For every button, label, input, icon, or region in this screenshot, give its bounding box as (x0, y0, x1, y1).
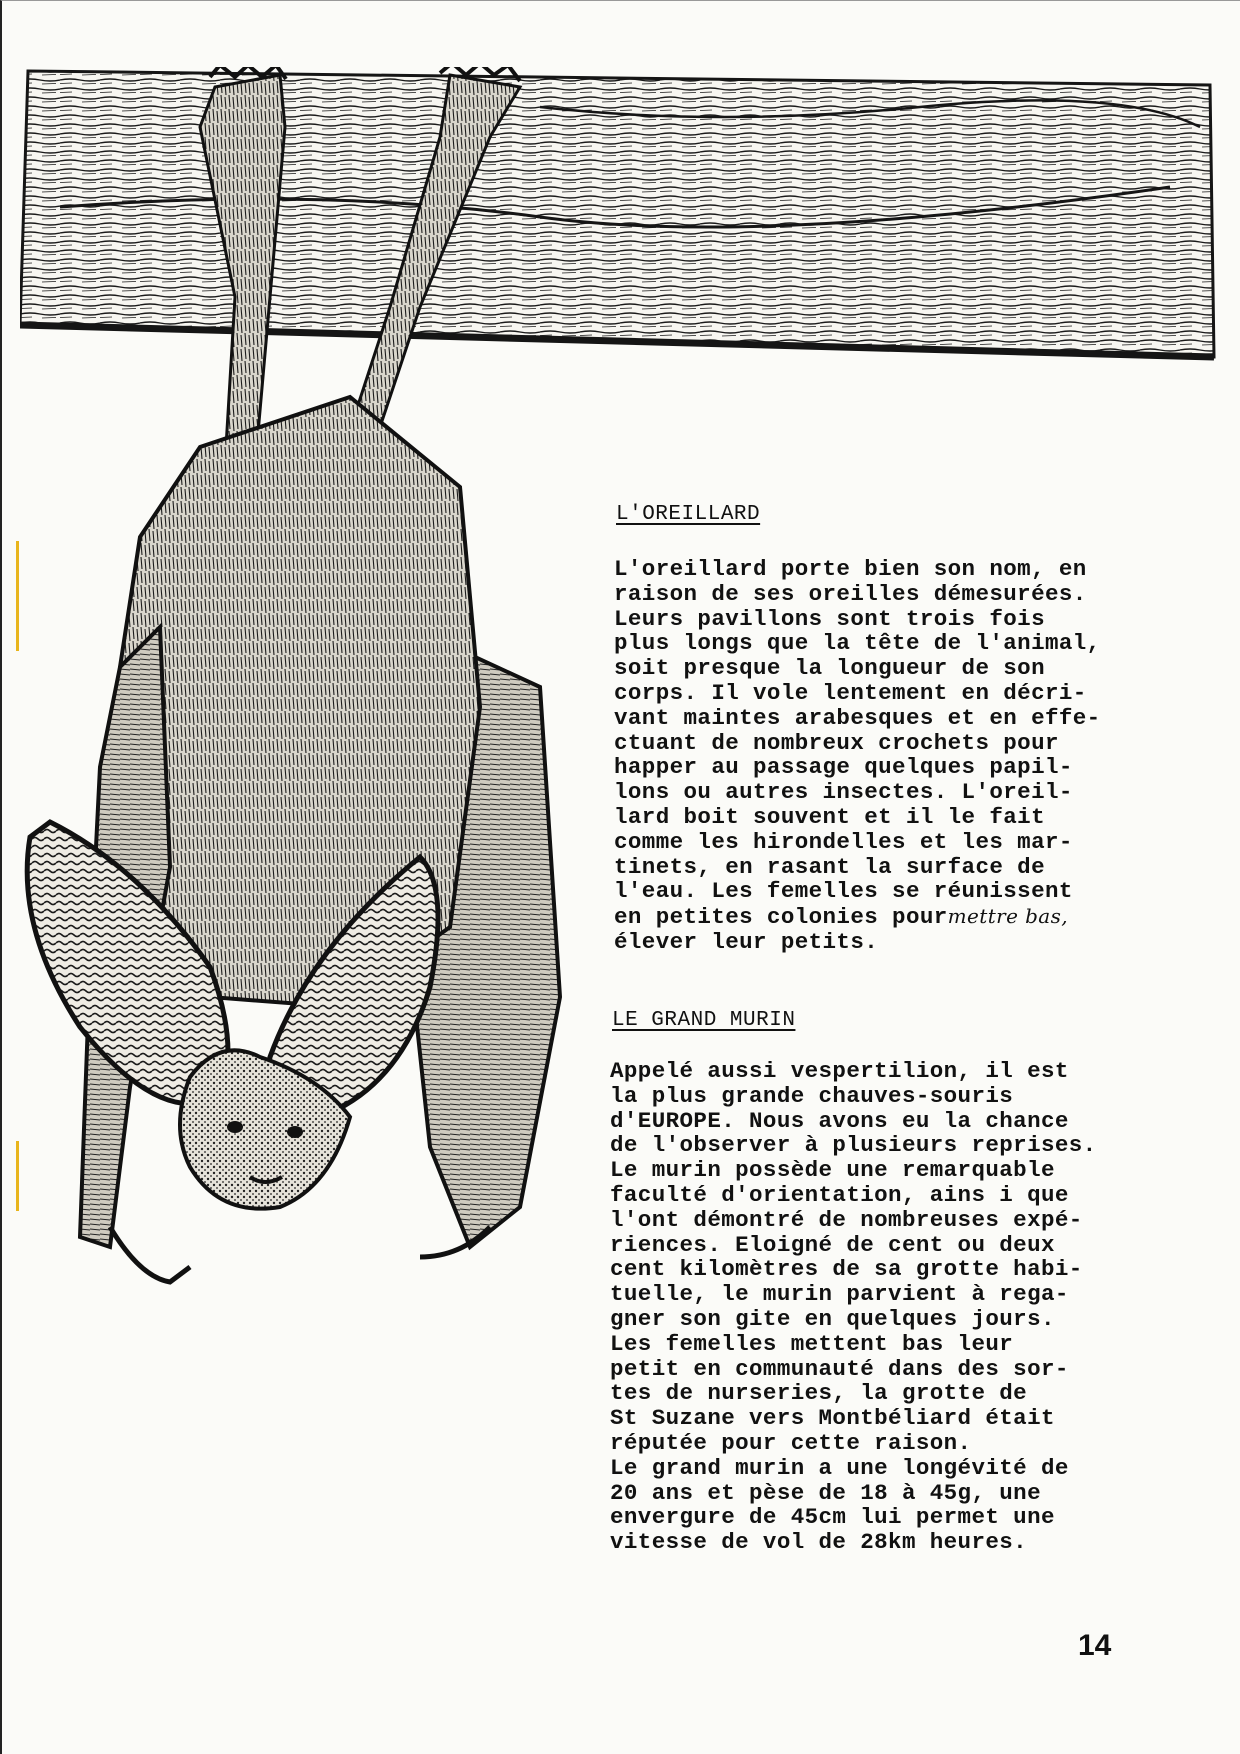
text-line: corps. Il vole lentement en décri- (614, 679, 1087, 706)
text-line: 20 ans et pèse de 18 à 45g, une (610, 1479, 1041, 1506)
text-line: ctuant de nombreux crochets pour (614, 729, 1059, 756)
text-line: soit presque la longueur de son (614, 655, 1045, 682)
margin-mark (16, 541, 19, 651)
text-line: raison de ses oreilles démesurées. (614, 580, 1087, 607)
text-line: cent kilomètres de sa grotte habi- (610, 1256, 1083, 1283)
text-line: tinets, en rasant la surface de (614, 853, 1045, 880)
text-line: gner son gite en quelques jours. (610, 1305, 1055, 1332)
margin-mark (16, 1141, 19, 1211)
text-line: petit en communauté dans des sor- (610, 1355, 1069, 1382)
text-line: élever leur petits. (614, 928, 879, 955)
text-line: comme les hirondelles et les mar- (614, 828, 1073, 855)
text-line: envergure de 45cm lui permet une (610, 1504, 1055, 1531)
text-line: d'EUROPE. Nous avons eu la chance (610, 1107, 1069, 1134)
text-line: vant maintes arabesques et en effe- (614, 704, 1101, 731)
text-line: faculté d'orientation, ains i que (610, 1181, 1069, 1208)
handwritten-insert: mettre bas, (947, 904, 1069, 929)
text-line: Leurs pavillons sont trois fois (614, 605, 1045, 632)
text-line: tes de nurseries, la grotte de (610, 1380, 1028, 1407)
text-line: réputée pour cette raison. (610, 1429, 972, 1456)
text-fragment: en petites colonies pour (614, 904, 948, 931)
text-line: Le murin possède une remarquable (610, 1157, 1055, 1184)
text-line (614, 904, 1101, 930)
text-line: lons ou autres insectes. L'oreil- (614, 779, 1073, 806)
text-line: Le grand murin a une longévité de (610, 1454, 1069, 1481)
section-text-oreillard (614, 557, 1101, 955)
text-line: de l'observer à plusieurs reprises. (610, 1132, 1097, 1159)
text-line: vitesse de vol de 28km heures. (610, 1529, 1028, 1556)
text-line: happer au passage quelques papil- (614, 754, 1073, 781)
section-heading-oreillard: L'OREILLARD (616, 503, 761, 526)
text-line: Appelé aussi vespertilion, il est (610, 1058, 1069, 1084)
text-line: plus longs que la tête de l'animal, (614, 630, 1101, 657)
section-heading-grand-murin: LE GRAND MURIN (612, 1009, 796, 1032)
text-line: tuelle, le murin parvient à rega- (610, 1281, 1069, 1308)
text-line: St Suzane vers Montbéliard était (610, 1405, 1055, 1432)
text-line: Les femelles mettent bas leur (610, 1330, 1014, 1357)
text-line: lard boit souvent et il le fait (614, 803, 1045, 830)
text-line: l'ont démontré de nombreuses expé- (610, 1206, 1083, 1233)
text-line: riences. Eloigné de cent ou deux (610, 1231, 1055, 1258)
section-text-grand-murin (610, 1059, 1097, 1555)
text-line: l'eau. Les femelles se réunissent (614, 878, 1073, 905)
text-line: L'oreillard porte bien son nom, en (614, 556, 1087, 582)
text-line: la plus grande chauves-souris (610, 1082, 1014, 1109)
page-number: 14 (1078, 1629, 1112, 1662)
